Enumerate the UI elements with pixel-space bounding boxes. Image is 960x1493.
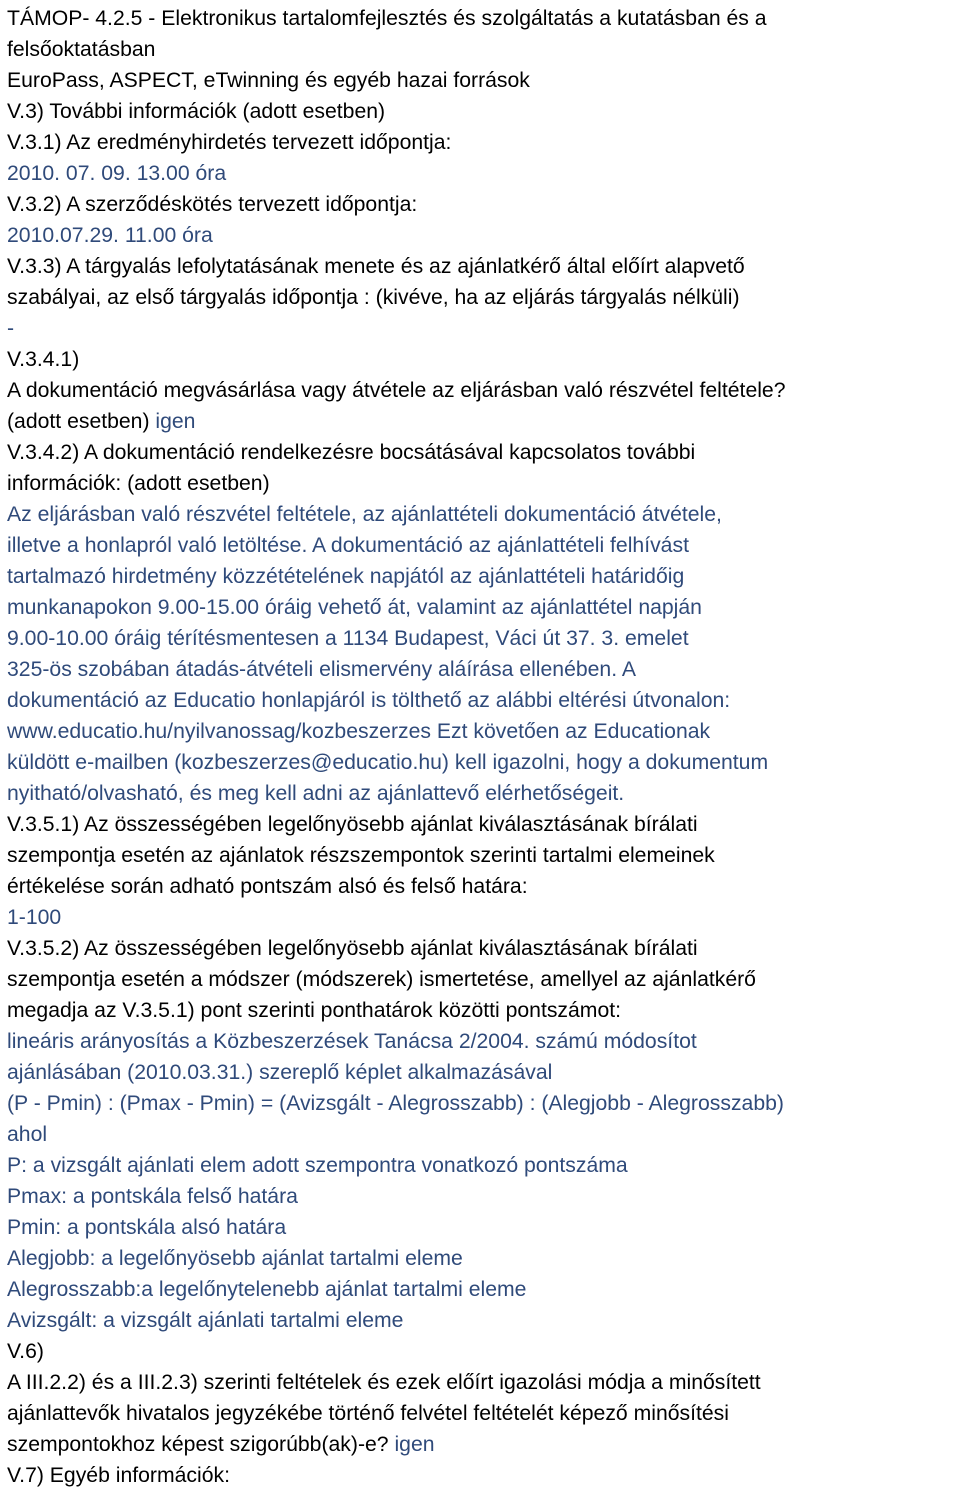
field-value: dokumentáció az Educatio honlapjáról is tölthető az alábbi eltérési útvonalon: (7, 689, 731, 712)
text-line (7, 499, 960, 530)
text-line (7, 902, 960, 933)
field-label: V.3.5.1) Az összességében legelőnyösebb ajánlat kiválasztásának bírálati (7, 813, 698, 836)
text-line (7, 530, 960, 561)
field-value: ahol (7, 1123, 48, 1146)
field-label: TÁMOP- 4.2.5 - Elektronikus tartalomfejlesztés és szolgáltatás a kutatásban és a (7, 7, 767, 30)
field-label: V.3.2) A szerződéskötés tervezett időpontja: (7, 193, 418, 216)
field-label: V.3.5.2) Az összességében legelőnyösebb ajánlat kiválasztásának bírálati (7, 937, 698, 960)
text-line (7, 592, 960, 623)
field-label: V.3.1) Az eredményhirdetés tervezett időpontja: (7, 131, 452, 154)
text-line (7, 127, 960, 158)
text-line (7, 933, 960, 964)
text-line (7, 220, 960, 251)
field-value: lineáris arányosítás a Közbeszerzések Tanácsa 2/2004. számú módosítot (7, 1030, 697, 1053)
text-line (7, 1057, 960, 1088)
field-label: V.3.3) A tárgyalás lefolytatásának menete és az ajánlatkérő által előírt alapvető (7, 255, 745, 278)
text-line (7, 1398, 960, 1429)
text-line (7, 1150, 960, 1181)
field-label: felsőoktatásban (7, 38, 156, 61)
field-value: Avizsgált: a vizsgált ajánlati tartalmi eleme (7, 1309, 404, 1332)
field-value: 325-ös szobában átadás-átvételi elismervény aláírása ellenében. A (7, 658, 636, 681)
field-label: V.7) Egyéb információk: (7, 1464, 230, 1487)
text-line (7, 1367, 960, 1398)
field-value: (P - Pmin) : (Pmax - Pmin) = (Avizsgált - Alegrosszabb) : (Alegjobb - Alegrosszabb) (7, 1092, 784, 1115)
text-line (7, 468, 960, 499)
text-line (7, 871, 960, 902)
text-line (7, 1181, 960, 1212)
field-label: V.3) További információk (adott esetben) (7, 100, 386, 123)
text-line (7, 1274, 960, 1305)
text-line (7, 1088, 960, 1119)
field-value: 2010.07.29. 11.00 óra (7, 224, 213, 247)
field-value: nyitható/olvasható, és meg kell adni az ajánlattevő elérhetőségeit. (7, 782, 625, 805)
field-value: igen (394, 1433, 435, 1456)
text-line (7, 406, 960, 437)
field-label: szabályai, az első tárgyalás időpontja : (kivéve, ha az eljárás tárgyalás nélküli) (7, 286, 740, 309)
field-value: igen (155, 410, 196, 433)
field-label: A III.2.2) és a III.2.3) szerinti feltételek és ezek előírt igazolási módja a minősített (7, 1371, 761, 1394)
field-value: 9.00-10.00 óráig térítésmentesen a 1134 Budapest, Váci út 37. 3. emelet (7, 627, 689, 650)
text-line (7, 1026, 960, 1057)
field-label: V.3.4.1) (7, 348, 80, 371)
text-line (7, 1119, 960, 1150)
field-value: P: a vizsgált ajánlati elem adott szempontra vonatkozó pontszáma (7, 1154, 628, 1177)
field-value: 2010. 07. 09. 13.00 óra (7, 162, 227, 185)
text-line (7, 251, 960, 282)
text-line (7, 313, 960, 344)
field-label: V.6) (7, 1340, 44, 1363)
field-value: tartalmazó hirdetmény közzétételének napjától az ajánlattételi határidőig (7, 565, 685, 588)
field-label: EuroPass, ASPECT, eTwinning és egyéb hazai források (7, 69, 530, 92)
text-line (7, 375, 960, 406)
text-line (7, 1305, 960, 1336)
text-line (7, 1212, 960, 1243)
text-line (7, 747, 960, 778)
text-line (7, 716, 960, 747)
text-line (7, 96, 960, 127)
field-value: illetve a honlapról való letöltése. A dokumentáció az ajánlattételi felhívást (7, 534, 689, 557)
text-line (7, 809, 960, 840)
text-line (7, 840, 960, 871)
text-line (7, 995, 960, 1026)
text-line (7, 34, 960, 65)
field-value: www.educatio.hu/nyilvanossag/kozbeszerzes Ezt követően az Educationak (7, 720, 711, 743)
text-line (7, 964, 960, 995)
field-value: Pmax: a pontskála felső határa (7, 1185, 298, 1208)
field-value: Alegjobb: a legelőnyösebb ajánlat tartalmi eleme (7, 1247, 463, 1270)
text-line (7, 437, 960, 468)
field-label: szempontja esetén a módszer (módszerek) ismertetése, amellyel az ajánlatkérő (7, 968, 756, 991)
field-label: (adott esetben) (7, 410, 156, 433)
field-label: szempontokhoz képest szigorúbb(ak)-e? (7, 1433, 395, 1456)
text-line (7, 282, 960, 313)
text-line (7, 3, 960, 34)
field-value: Pmin: a pontskála alsó határa (7, 1216, 287, 1239)
text-line (7, 685, 960, 716)
text-line (7, 1243, 960, 1274)
field-label: ajánlattevők hivatalos jegyzékébe történő felvétel feltételét képező minősítési (7, 1402, 729, 1425)
field-value: Az eljárásban való részvétel feltétele, az ajánlattételi dokumentáció átvétele, (7, 503, 722, 526)
field-label: V.3.4.2) A dokumentáció rendelkezésre bocsátásával kapcsolatos további (7, 441, 696, 464)
field-label: szempontja esetén az ajánlatok részszempontok szerinti tartalmi elemeinek (7, 844, 715, 867)
text-line (7, 654, 960, 685)
field-value: küldött e-mailben (kozbeszerzes@educatio.hu) kell igazolni, hogy a dokumentum (7, 751, 769, 774)
field-value: - (7, 317, 15, 340)
text-line (7, 778, 960, 809)
field-value: munkanapokon 9.00-15.00 óráig vehető át, valamint az ajánlattétel napján (7, 596, 702, 619)
text-line (7, 561, 960, 592)
text-line (7, 158, 960, 189)
text-line (7, 623, 960, 654)
field-value: ajánlásában (2010.03.31.) szereplő képlet alkalmazásával (7, 1061, 553, 1084)
text-line (7, 1336, 960, 1367)
field-label: A dokumentáció megvásárlása vagy átvétele az eljárásban való részvétel feltétele? (7, 379, 786, 402)
text-line (7, 189, 960, 220)
field-value: 1-100 (7, 906, 62, 929)
field-label: információk: (adott esetben) (7, 472, 270, 495)
text-line (7, 344, 960, 375)
field-value: Alegrosszabb:a legelőnytelenebb ajánlat tartalmi eleme (7, 1278, 527, 1301)
text-line (7, 1429, 960, 1460)
text-line (7, 65, 960, 96)
field-label: megadja az V.3.5.1) pont szerinti ponthatárok közötti pontszámot: (7, 999, 622, 1022)
text-line (7, 1460, 960, 1491)
field-label: értékelése során adható pontszám alsó és felső határa: (7, 875, 528, 898)
